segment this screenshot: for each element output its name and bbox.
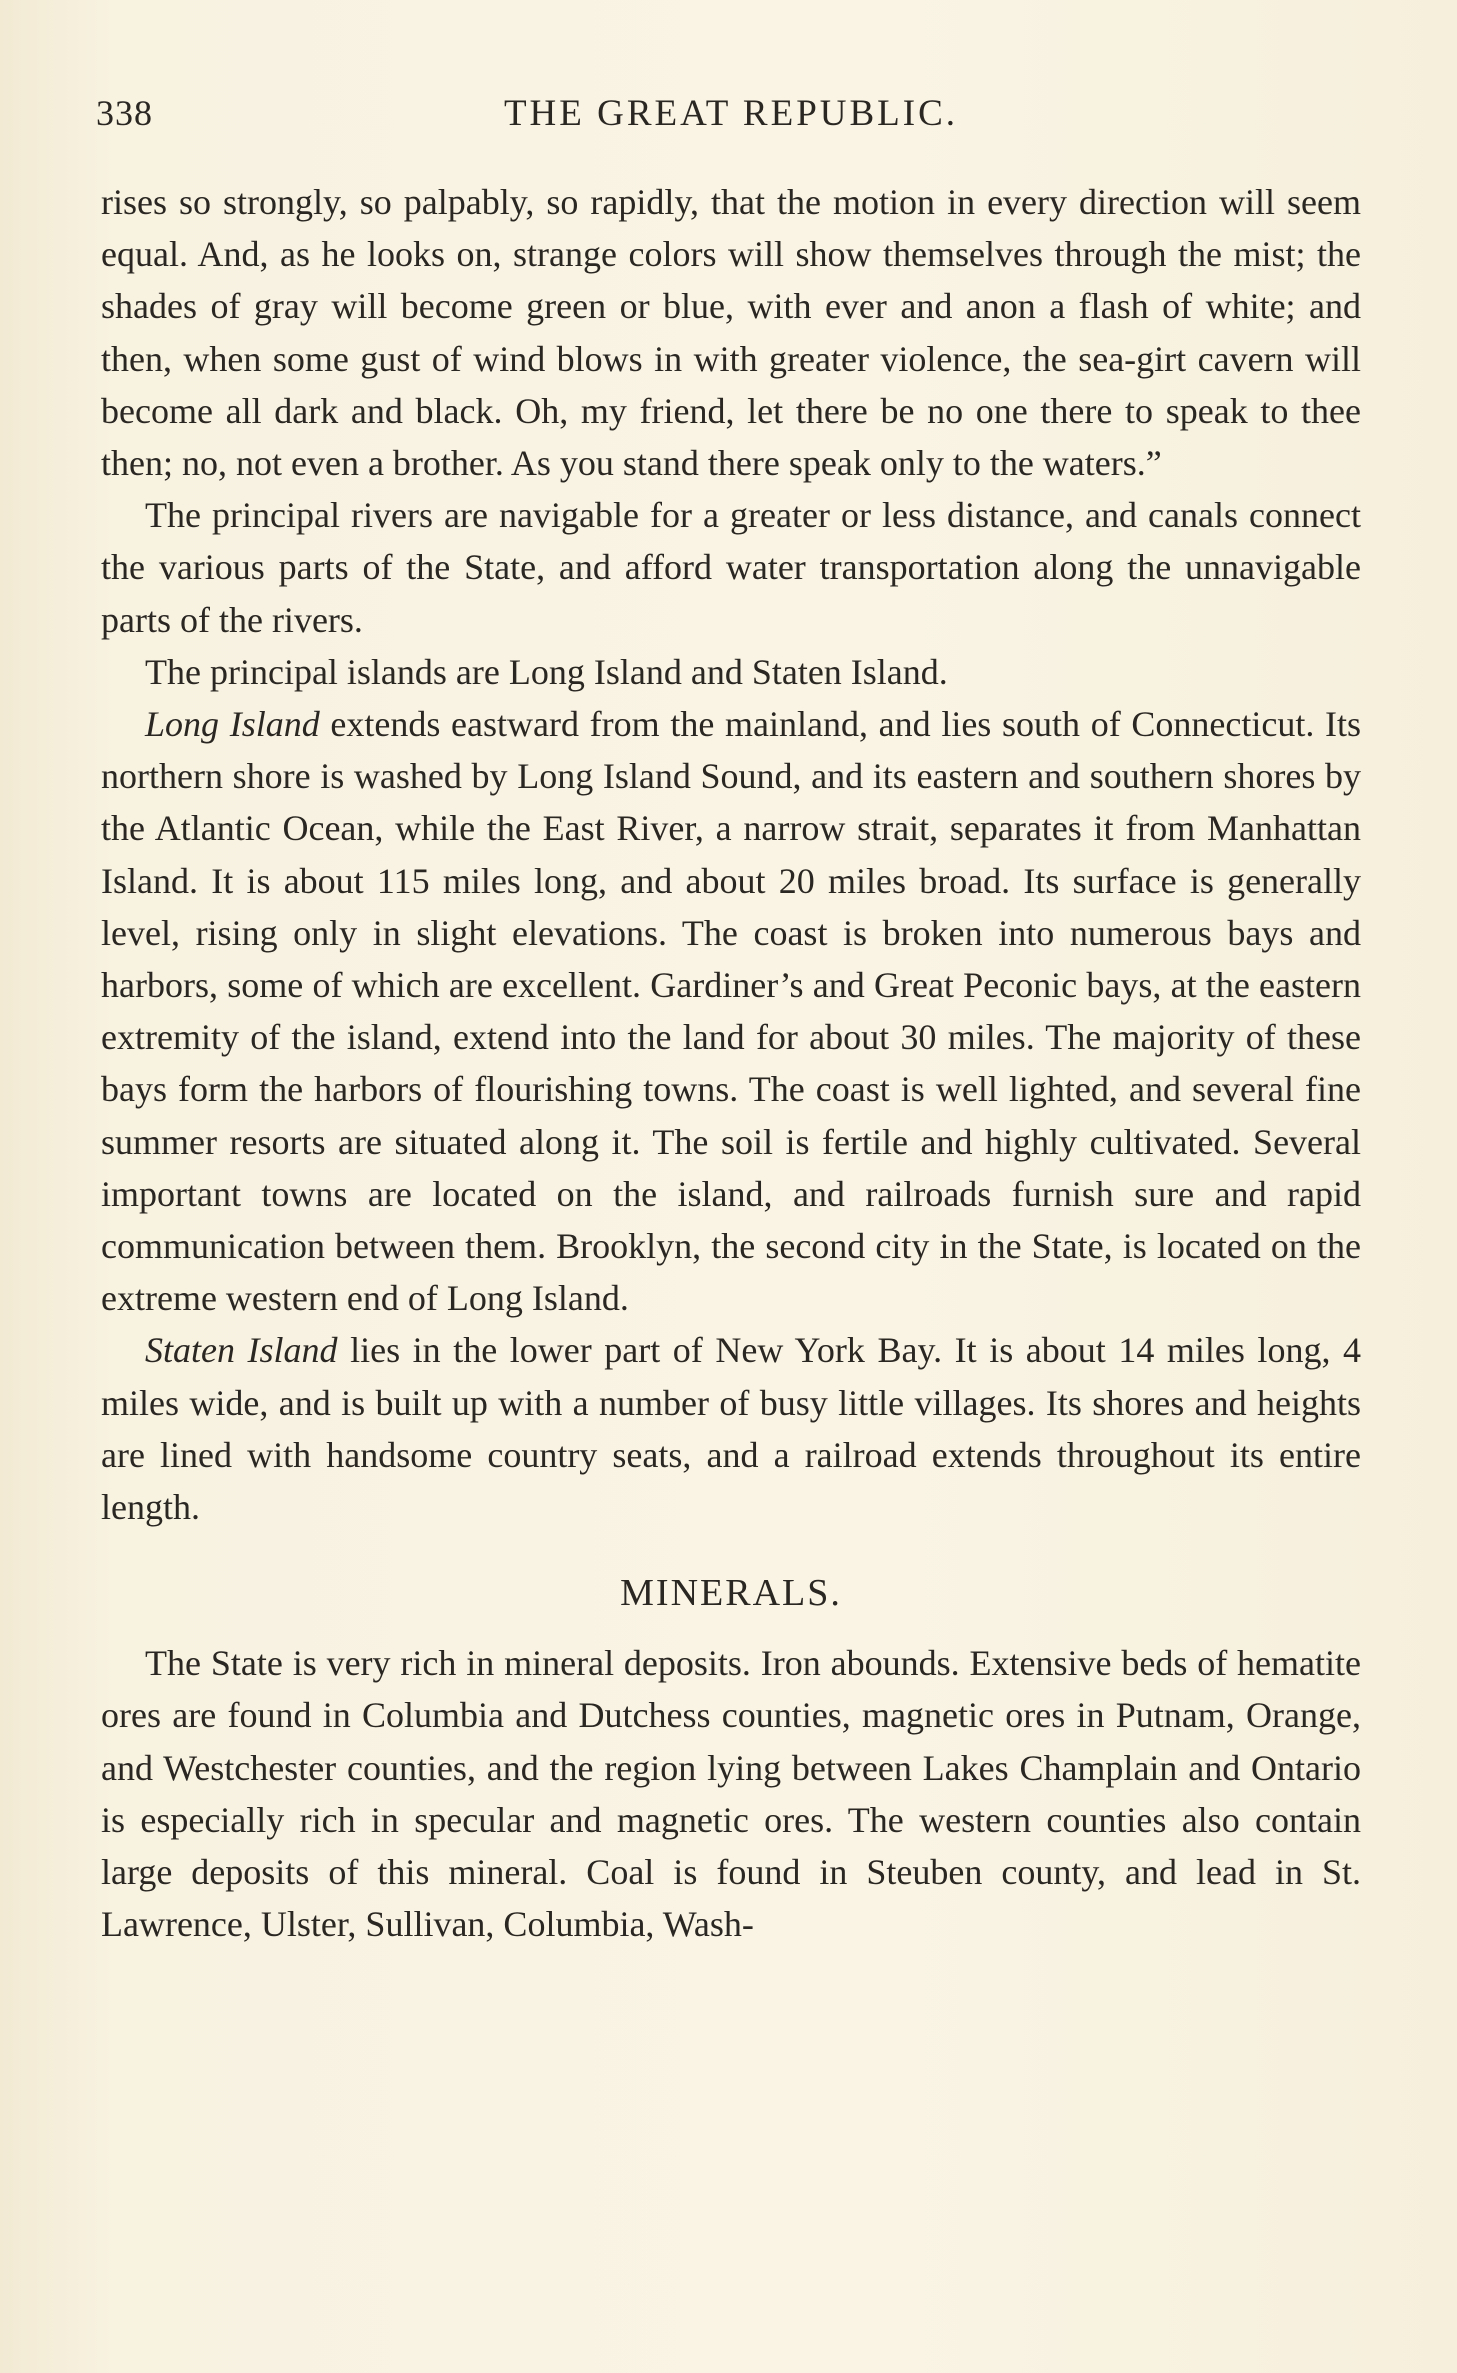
page-header [96,92,1366,152]
paragraph-islands [101,646,1361,698]
paragraph-text: rises so strongly, so palpably, so rapidly, that the motion in every direction will seem equal. And, as he looks on, strange colors will show themselves through the mist; the shades of gray will become green or blue, with ever and anon a flash of white; and then, when some gust of wind blows in with greater violence, the sea-girt cavern will become all dark and black. Oh, my friend, let there be no one there to speak to thee then; no, not even a brother. As you stand there speak only to the waters.” [101,182,1361,484]
paragraph-long-island [101,698,1361,1324]
page-body [101,176,1361,1951]
paragraph-quote-continuation [101,176,1361,489]
paragraph-minerals [101,1637,1361,1950]
page-number: 338 [96,93,153,133]
running-title: THE GREAT REPUBLIC. [503,93,959,134]
paragraph-text: The State is very rich in mineral deposits. Iron abounds. Extensive beds of hematite ores are found in Columbia and Dutchess counties, magnetic ores in Putnam, Orange, and Westchester counties, and the region lying between Lakes Champlain and Ontario is especially rich in specular and magnetic ores. The western counties also contain large deposits of this mineral. Coal is found in Steuben county, and lead in St. Lawrence, Ulster, Sullivan, Columbia, Wash- [101,1643,1361,1945]
italic-term-staten-island: Staten Island [145,1330,338,1371]
paragraph-rivers [101,489,1361,646]
paragraph-text: lies in the lower part of New York Bay. It is about 14 miles long, 4 miles wide, and is built up with a number of busy little villages. Its shores and heights are lined with handsome country seats, and a railroad extends throughout its entire length. [101,1330,1361,1528]
section-heading-minerals: MINERALS. [620,1572,842,1615]
italic-term-long-island: Long Island [145,704,320,745]
paragraph-text: The principal islands are Long Island and Staten Island. [145,651,948,692]
paragraph-text: The principal rivers are navigable for a greater or less distance, and canals connect the various parts of the State, and afford water transportation along the unnavigable parts of the rivers. [101,495,1361,640]
paragraph-text: extends eastward from the mainland, and lies south of Connecticut. Its northern shore is washed by Long Island Sound, and its eastern and southern shores by the Atlantic Ocean, while the East River, a narrow strait, separates it from Manhattan Island. It is about 115 miles long, and about 20 miles broad. Its surface is generally level, rising only in slight elevations. The coast is broken into numerous bays and harbors, some of which are excellent. Gardiner’s and Great Peconic bays, at the eastern extremity of the island, extend into the land for about 30 miles. The majority of these bays form the harbors of flourishing towns. The coast is well lighted, and several fine summer resorts are situated along it. The soil is fertile and highly cultivated. Several important towns are located on the island, and railroads furnish sure and rapid communication between them. Brooklyn, the second city in the State, is located on the extreme western end of Long Island. [101,704,1362,1319]
paragraph-staten-island [101,1324,1361,1533]
